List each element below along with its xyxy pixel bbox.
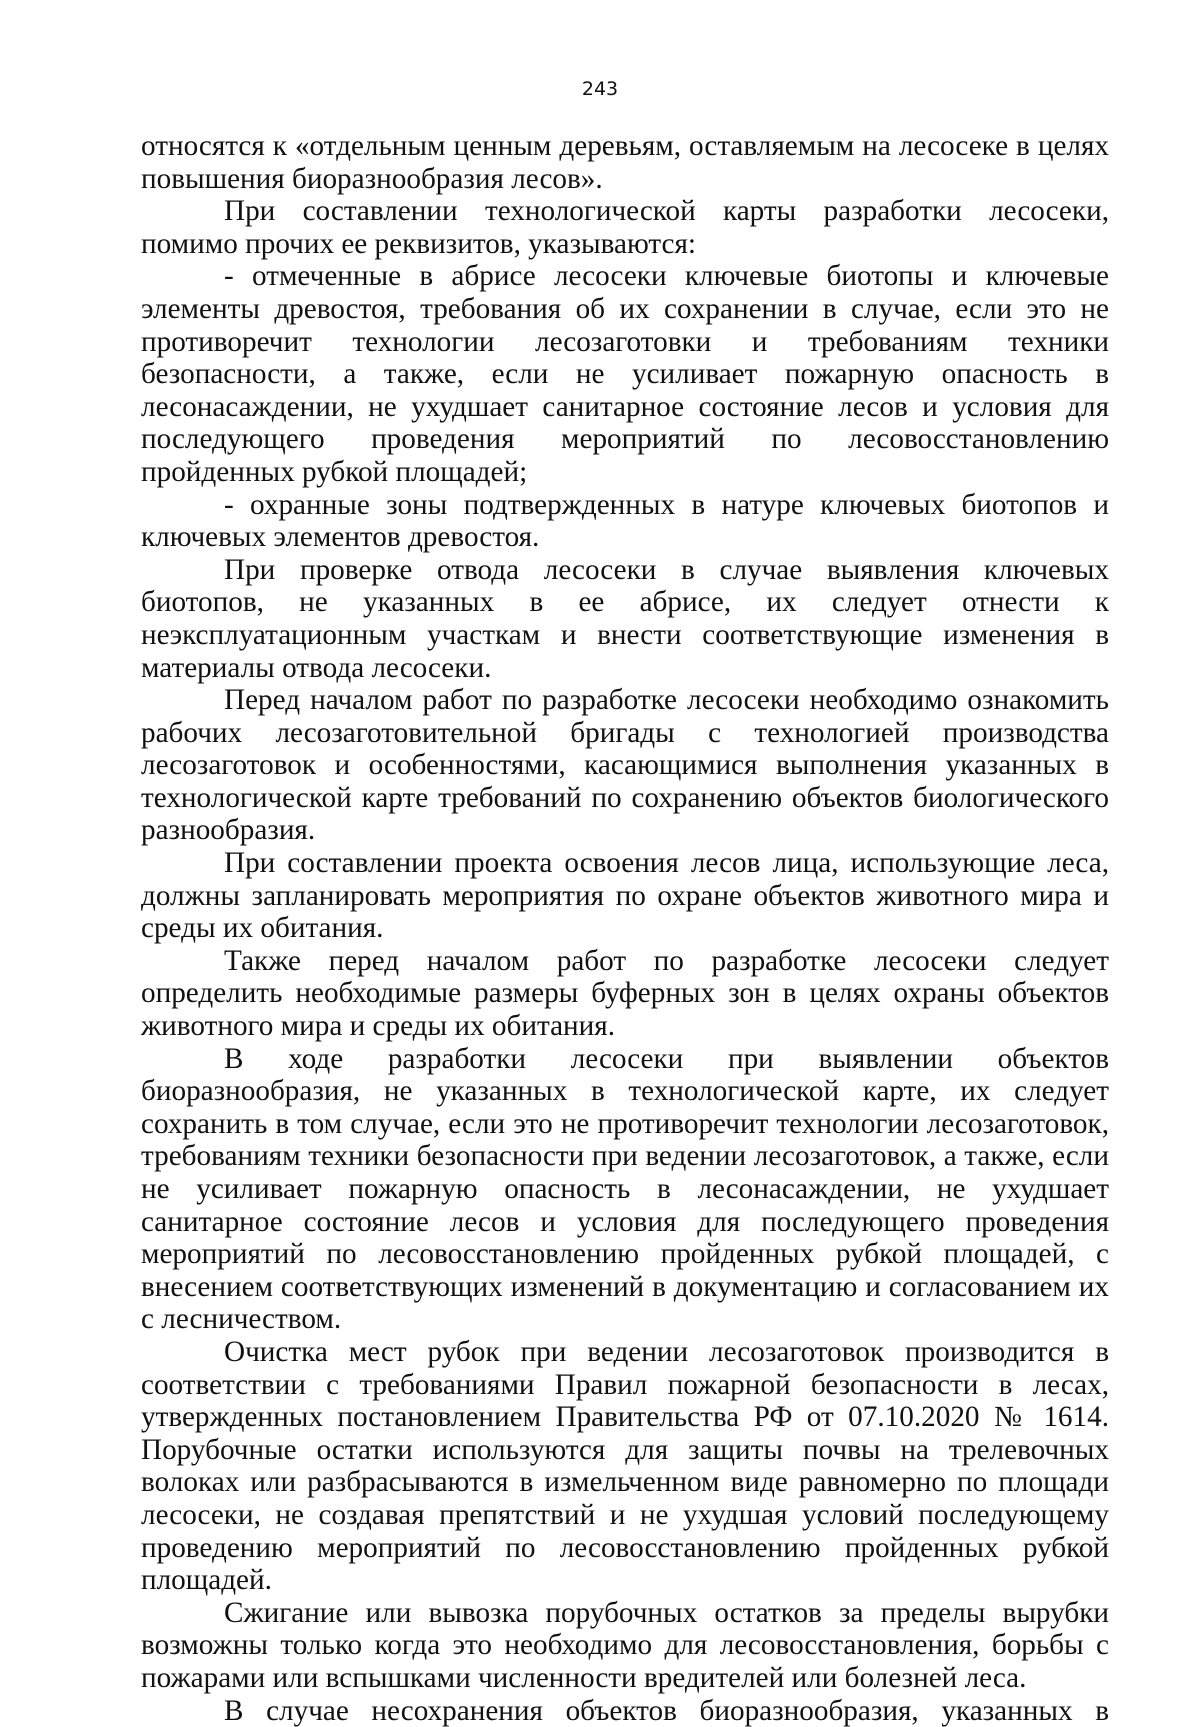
body-paragraph: При составлении технологической карты разработки лесосеки, помимо прочих ее реквизитов, указываются: <box>141 195 1109 260</box>
body-paragraph: В ходе разработки лесосеки при выявлении объектов биоразнообразия, не указанных в технологической карте, их следует сохранить в том случае, если это не противоречит технологии лесозаготовок, требованиям техники безопасности при ведении лесозаготовок, а также, если не усиливает пожарную опасность в лесонасаждении, не ухудшает санитарное состояние лесов и условия для последующего проведения мероприятий по лесовосстановлению пройденных рубкой площадей, с внесением соответствующих изменений в документацию и согласованием их с лесничеством. <box>141 1043 1109 1336</box>
body-paragraph: При составлении проекта освоения лесов лица, использующие леса, должны запланировать мероприятия по охране объектов животного мира и среды их обитания. <box>141 847 1109 945</box>
body-paragraph: относятся к «отдельным ценным деревьям, оставляемым на лесосеке в целях повышения биоразнообразия лесов». <box>141 130 1109 195</box>
body-paragraph: В случае несохранения объектов биоразнообразия, указанных в <box>141 1695 1109 1727</box>
page-number: 243 <box>0 78 1200 100</box>
body-paragraph: Перед началом работ по разработке лесосеки необходимо ознакомить рабочих лесозаготовительной бригады с технологией производства лесозаготовок и особенностями, касающимися выполнения указанных в технологической карте требований по сохранению объектов биологического разнообразия. <box>141 684 1109 847</box>
document-body <box>141 130 1109 1727</box>
body-paragraph: Также перед началом работ по разработке лесосеки следует определить необходимые размеры буферных зон в целях охраны объектов животного мира и среды их обитания. <box>141 945 1109 1043</box>
body-paragraph: При проверке отвода лесосеки в случае выявления ключевых биотопов, не указанных в ее абрисе, их следует отнести к неэксплуатационным участкам и внести соответствующие изменения в материалы отвода лесосеки. <box>141 554 1109 684</box>
body-paragraph: Сжигание или вывозка порубочных остатков за пределы вырубки возможны только когда это необходимо для лесовосстановления, борьбы с пожарами или вспышками численности вредителей или болезней леса. <box>141 1597 1109 1695</box>
body-paragraph: - охранные зоны подтвержденных в натуре ключевых биотопов и ключевых элементов древостоя. <box>141 489 1109 554</box>
body-paragraph: - отмеченные в абрисе лесосеки ключевые биотопы и ключевые элементы древостоя, требования об их сохранении в случае, если это не противоречит технологии лесозаготовки и требованиям техники безопасности, а также, если не усиливает пожарную опасность в лесонасаждении, не ухудшает санитарное состояние лесов и условия для последующего проведения мероприятий по лесовосстановлению пройденных рубкой площадей; <box>141 260 1109 488</box>
body-paragraph: Очистка мест рубок при ведении лесозаготовок производится в соответствии с требованиями Правил пожарной безопасности в лесах, утвержденных постановлением Правительства РФ от 07.10.2020 № 1614. Порубочные остатки используются для защиты почвы на трелевочных волоках или разбрасываются в измельченном виде равномерно по площади лесосеки, не создавая препятствий и не ухудшая условий последующему проведению мероприятий по лесовосстановлению пройденных рубкой площадей. <box>141 1336 1109 1597</box>
